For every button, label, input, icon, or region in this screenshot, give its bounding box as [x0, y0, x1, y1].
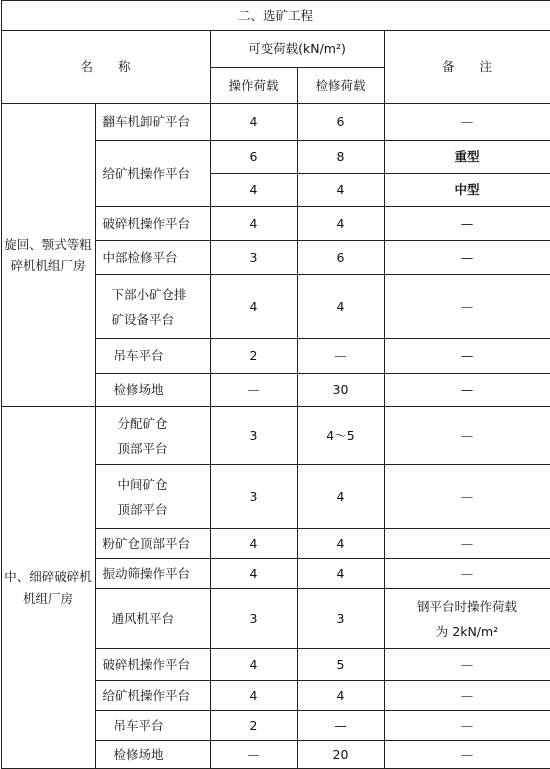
operation-load-cell: — — [210, 374, 297, 407]
table-row — [1, 104, 550, 141]
operation-load-cell: 3 — [210, 465, 297, 529]
row-name: 破碎机操作平台 — [95, 207, 210, 241]
operation-load-cell: 6 — [210, 141, 297, 174]
operation-load-cell: 4 — [210, 104, 297, 141]
maintenance-load-cell: 4 — [297, 465, 384, 529]
row-name: 振动筛操作平台 — [95, 559, 210, 589]
maintenance-load-cell: 4 — [297, 207, 384, 241]
row-name: 检修场地 — [95, 374, 210, 407]
maintenance-load-cell: 5 — [297, 649, 384, 681]
operation-load-cell: 4 — [210, 529, 297, 559]
remark-cell: 重型 — [384, 141, 550, 174]
header-remark: 备 注 — [384, 31, 550, 104]
operation-load-cell: 2 — [210, 339, 297, 374]
operation-load-cell: 3 — [210, 589, 297, 649]
table-title: 二、选矿工程 — [1, 1, 550, 31]
operation-load-cell: — — [210, 741, 297, 769]
row-name: 检修场地 — [95, 741, 210, 769]
operation-load-cell: 4 — [210, 681, 297, 711]
operation-load-cell: 4 — [210, 174, 297, 207]
maintenance-load-cell: 4 — [297, 174, 384, 207]
remark-cell: 钢平台时操作荷载为 2kN/m² — [384, 589, 550, 649]
row-name: 粉矿仓顶部平台 — [95, 529, 210, 559]
maintenance-load-cell: 4 — [297, 529, 384, 559]
row-name: 中部检修平台 — [95, 241, 210, 275]
operation-load-cell: 3 — [210, 241, 297, 275]
remark-cell: — — [384, 681, 550, 711]
remark-cell: — — [384, 649, 550, 681]
row-name: 给矿机操作平台 — [95, 141, 210, 207]
maintenance-load-cell: 4 — [297, 275, 384, 339]
remark-cell: — — [384, 339, 550, 374]
group-name: 旋回、颚式等粗碎机机组厂房 — [1, 104, 95, 407]
operation-load-cell: 2 — [210, 711, 297, 741]
remark-cell: — — [384, 275, 550, 339]
remark-cell: — — [384, 529, 550, 559]
operation-load-cell: 4 — [210, 649, 297, 681]
header-variable-load: 可变荷载(kN/m²) — [210, 31, 384, 68]
remark-cell: — — [384, 407, 550, 465]
maintenance-load-cell: 6 — [297, 104, 384, 141]
group-name: 中、细碎破碎机机组厂房 — [1, 407, 95, 769]
row-name: 分配矿仓顶部平台 — [95, 407, 210, 465]
maintenance-load-cell: 30 — [297, 374, 384, 407]
row-name: 给矿机操作平台 — [95, 681, 210, 711]
row-name: 吊车平台 — [95, 339, 210, 374]
operation-load-cell: 3 — [210, 407, 297, 465]
row-name: 通风机平台 — [95, 589, 210, 649]
row-name: 破碎机操作平台 — [95, 649, 210, 681]
maintenance-load-cell: 20 — [297, 741, 384, 769]
maintenance-load-cell: — — [297, 711, 384, 741]
header-name: 名 称 — [1, 31, 210, 104]
header-operation-load: 操作荷载 — [210, 68, 297, 104]
remark-cell: — — [384, 241, 550, 275]
maintenance-load-cell: 6 — [297, 241, 384, 275]
maintenance-load-cell: 8 — [297, 141, 384, 174]
row-name: 下部小矿仓排矿设备平台 — [95, 275, 210, 339]
header-maintenance-load: 检修荷载 — [297, 68, 384, 104]
load-table — [1, 0, 550, 769]
row-name: 吊车平台 — [95, 711, 210, 741]
remark-cell: — — [384, 741, 550, 769]
remark-cell: — — [384, 559, 550, 589]
operation-load-cell: 4 — [210, 275, 297, 339]
operation-load-cell: 4 — [210, 207, 297, 241]
table-row — [1, 407, 550, 465]
remark-cell: — — [384, 207, 550, 241]
remark-cell: — — [384, 465, 550, 529]
maintenance-load-cell: 4 — [297, 559, 384, 589]
row-name: 中间矿仓顶部平台 — [95, 465, 210, 529]
maintenance-load-cell: — — [297, 339, 384, 374]
maintenance-load-cell: 3 — [297, 589, 384, 649]
maintenance-load-cell: 4 — [297, 681, 384, 711]
row-name: 翻车机卸矿平台 — [95, 104, 210, 141]
remark-cell: 中型 — [384, 174, 550, 207]
remark-cell: — — [384, 374, 550, 407]
operation-load-cell: 4 — [210, 559, 297, 589]
remark-cell: — — [384, 104, 550, 141]
maintenance-load-cell: 4～5 — [297, 407, 384, 465]
remark-cell: — — [384, 711, 550, 741]
